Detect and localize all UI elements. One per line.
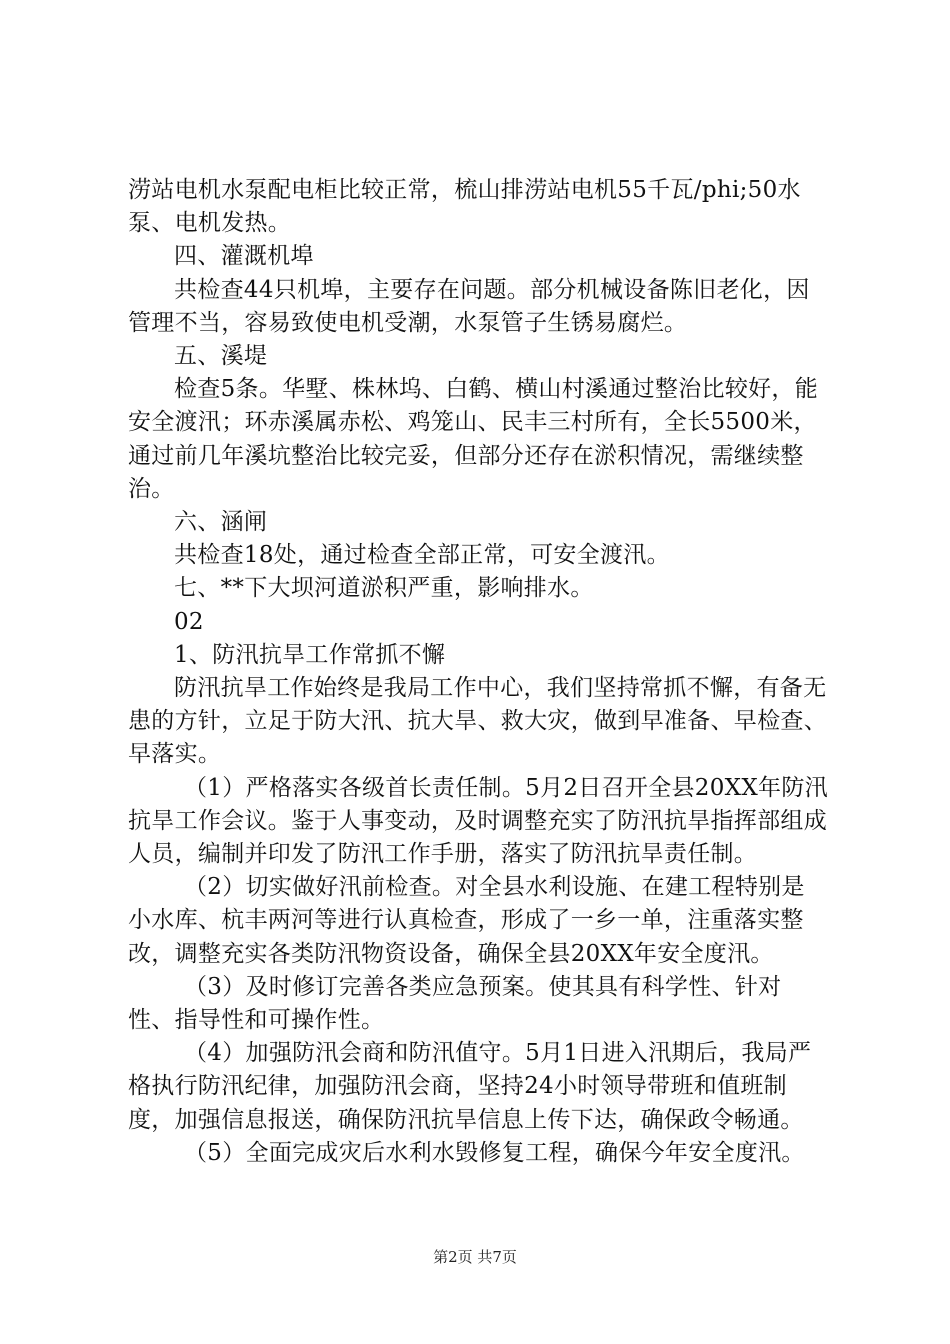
section-heading-culvert: 六、涵闸 [174, 509, 268, 536]
paragraph-item-5: （5）全面完成灾后水利水毁修复工程，确保今年安全度汛。 [184, 1139, 805, 1166]
paragraph-item-1: （1）严格落实各级首长责任制。5月2日召开全县20XX年防汛抗旱工作会议。鉴于人事变动，及时调整充实了防汛抗旱指挥部组成人员，编制并印发了防汛工作手册，落实了防汛抗旱责任制。 [128, 774, 828, 868]
section-heading-dam-river: 七、**下大坝河道淤积严重，影响排水。 [174, 575, 594, 602]
section-heading-embankment: 五、溪堤 [174, 343, 268, 370]
section-number: 02 [174, 608, 204, 635]
paragraph-flood-intro: 防汛抗旱工作始终是我局工作中心，我们坚持常抓不懈，有备无患的方针，立足于防大汛、抗大旱、救大灾，做到早准备、早检查、早落实。 [128, 675, 827, 768]
paragraph-culvert: 共检查18处，通过检查全部正常，可安全渡汛。 [174, 542, 670, 569]
paragraph-irrigation: 共检查44只机埠，主要存在问题。部分机械设备陈旧老化，因管理不当，容易致使电机受潮，水泵管子生锈易腐烂。 [128, 276, 810, 336]
document-body [128, 174, 828, 1170]
section-heading-flood-control: 1、防汛抗旱工作常抓不懈 [174, 641, 446, 668]
paragraph-embankment: 检查5条。华墅、株林坞、白鹤、横山村溪通过整治比较好，能安全渡汛；环赤溪属赤松、鸡笼山、民丰三村所有，全长5500米，通过前几年溪坑整治比较完妥，但部分还存在淤积情况，需继续整治。 [128, 376, 819, 502]
paragraph-item-3: （3）及时修订完善各类应急预案。使其具有科学性、针对性、指导性和可操作性。 [128, 973, 782, 1034]
page-number-footer: 第2页 共7页 [433, 1248, 517, 1266]
section-heading-irrigation: 四、灌溉机埠 [174, 243, 314, 270]
paragraph-item-4: （4）加强防汛会商和防汛值守。5月1日进入汛期后，我局严格执行防汛纪律，加强防汛会商，坚持24小时领导带班和值班制度，加强信息报送，确保防汛抗旱信息上传下达，确保政令畅通。 [128, 1040, 812, 1133]
paragraph-item-2: （2）切实做好汛前检查。对全县水利设施、在建工程特别是小水库、杭丰两河等进行认真检查，形成了一乡一单，注重落实整改，调整充实各类防汛物资设备，确保全县20XX年安全度汛。 [128, 874, 805, 967]
paragraph-pumping-station: 涝站电机水泵配电柜比较正常，梳山排涝站电机55千瓦/phi;50水泵、电机发热。 [128, 177, 801, 237]
